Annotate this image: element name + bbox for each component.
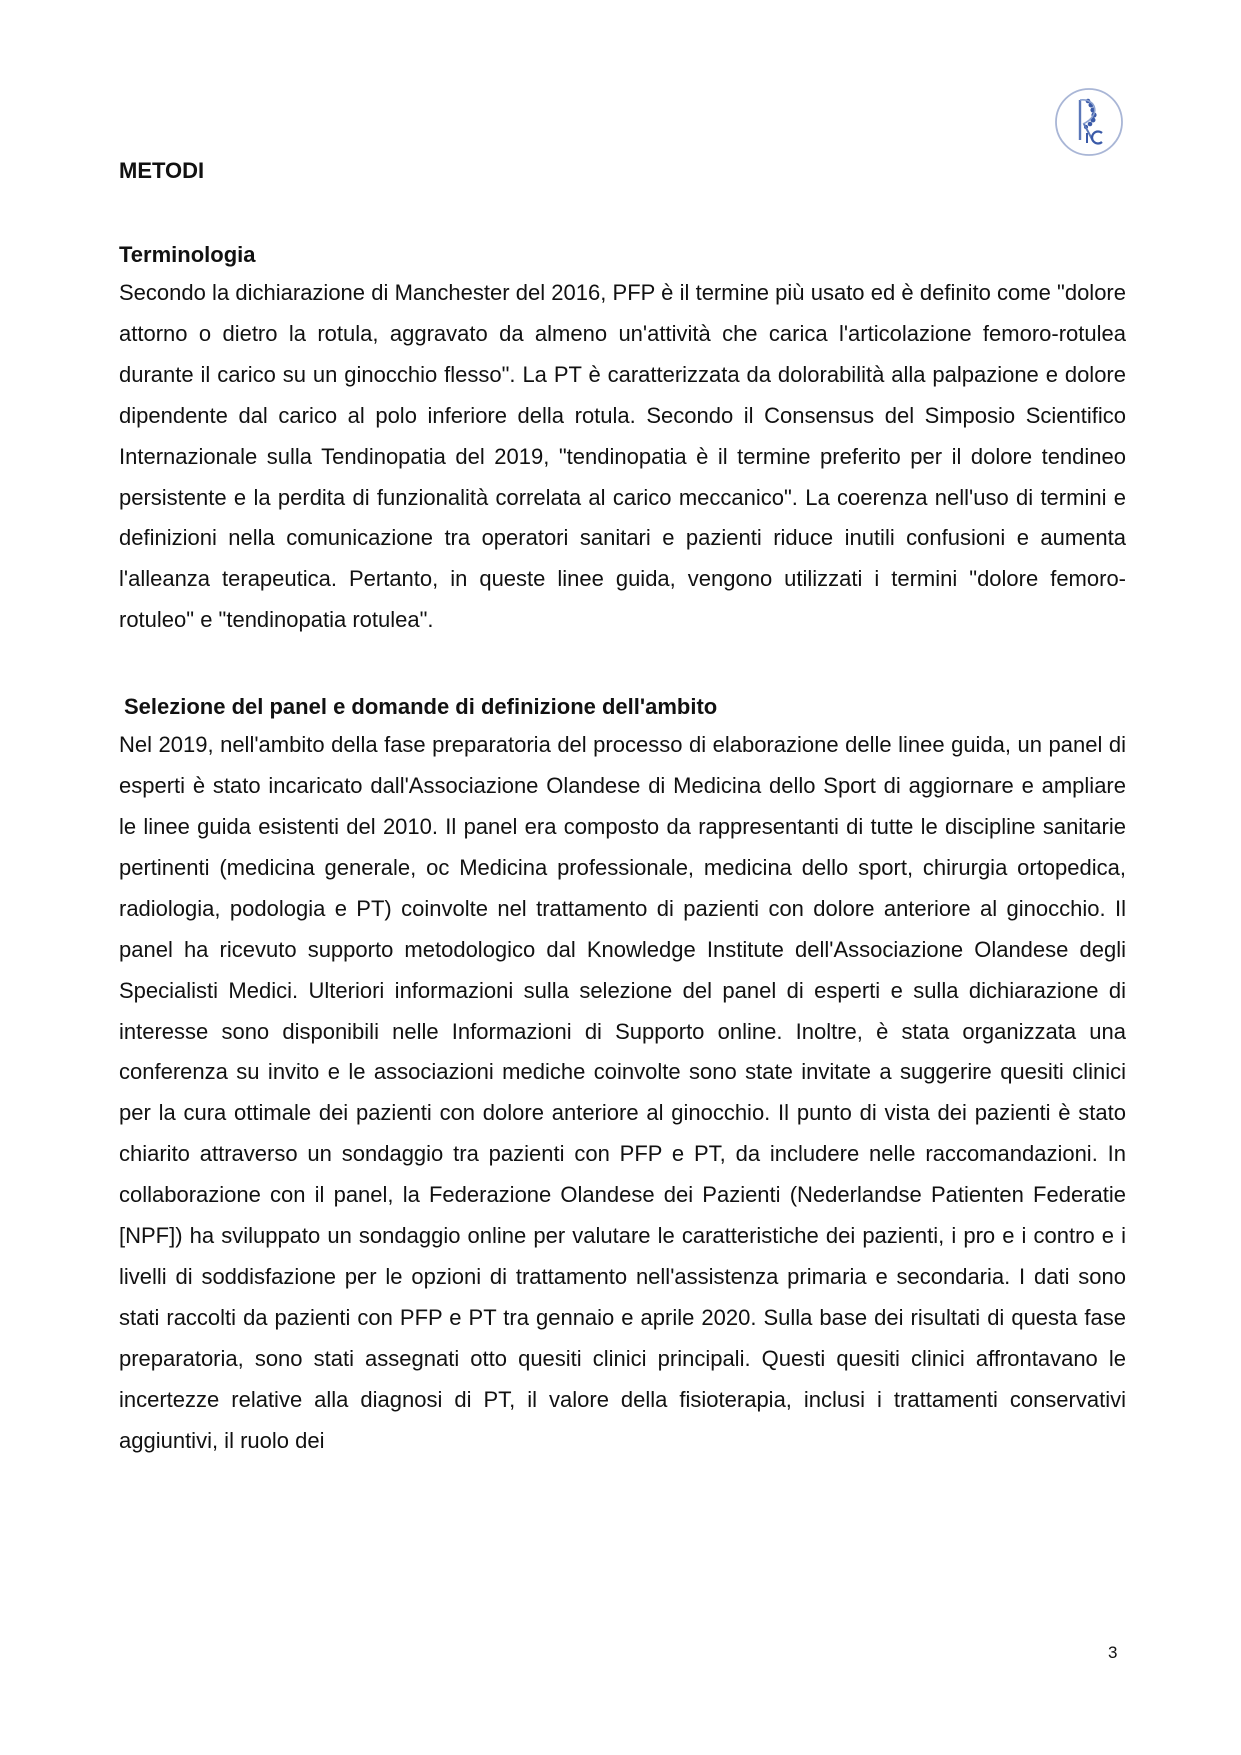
page-title: METODI bbox=[119, 158, 205, 183]
section-paragraph-terminologia: Secondo la dichiarazione di Manchester del 2016, PFP è il termine più usato ed è definito come "dolore attorno o dietro la rotula, aggravato da almeno un'attività che carica l'articolazione femoro-rotulea durante il carico su un ginocchio flesso". La PT è caratterizzata da dolorabilità alla palpazione e dolore dipendente dal carico al polo inferiore della rotula. Secondo il Consensus del Simposio Scientifico Internazionale sulla Tendinopatia del 2019, "tendinopatia è il termine preferito per il dolore tendineo persistente e la perdita di funzionalità correlata al carico meccanico". La coerenza nell'uso di termini e definizioni nella comunicazione tra operatori sanitari e pazienti riduce inutili confusioni e aumenta l'alleanza terapeutica. Pertanto, in queste linee guida, vengono utilizzati i termini "dolore femoro-rotuleo" e "tendinopatia rotulea". bbox=[119, 280, 1126, 633]
section-paragraph-selezione-panel: Nel 2019, nell'ambito della fase preparatoria del processo di elaborazione delle linee guida, un panel di esperti è stato incaricato dall'Associazione Olandese di Medicina dello Sport di aggiornare e ampliare le linee guida esistenti del 2010. Il panel era composto da rappresentanti di tutte le discipline sanitarie pertinenti (medicina generale, oc Medicina professionale, medicina dello sport, chirurgia ortopedica, radiologia, podologia e PT) coinvolte nel trattamento di pazienti con dolore anteriore al ginocchio. Il panel ha ricevuto supporto metodologico dal Knowledge Institute dell'Associazione Olandese degli Specialisti Medici. Ulteriori informazioni sulla selezione del panel di esperti e sulla dichiarazione di interesse sono disponibili nelle Informazioni di Supporto online. Inoltre, è stata organizzata una conferenza su invito e le associazioni mediche coinvolte sono state invitate a suggerire quesiti clinici per la cura ottimale dei pazienti con dolore anteriore al ginocchio. Il punto di vista dei pazienti è stato chiarito attraverso un sondaggio tra pazienti con PFP e PT, da includere nelle raccomandazioni. In collaborazione con il panel, la Federazione Olandese dei Pazienti (Nederlandse Patienten Federatie [NPF]) ha sviluppato un sondaggio online per valutare le caratteristiche dei pazienti, i pro e i contro e i livelli di soddisfazione per le opzioni di trattamento nell'assistenza primaria e secondaria. I dati sono stati raccolti da pazienti con PFP e PT tra gennaio e aprile 2020. Sulla base dei risultati di questa fase preparatoria, sono stati assegnati otto quesiti clinici principali. Questi quesiti clinici affrontavano le incertezze relative alla diagnosi di PT, il valore della fisioterapia, inclusi i trattamenti conservativi aggiuntivi, il ruolo dei bbox=[119, 732, 1126, 1453]
section-heading-terminologia: Terminologia bbox=[119, 242, 256, 267]
ric-logo-icon bbox=[1053, 86, 1125, 158]
section-heading-selezione-panel: Selezione del panel e domande di definizione dell'ambito bbox=[124, 694, 718, 720]
document-body bbox=[119, 156, 1126, 1461]
ric-logo-graphic bbox=[1053, 86, 1125, 158]
page-number: 3 bbox=[1108, 1643, 1118, 1662]
